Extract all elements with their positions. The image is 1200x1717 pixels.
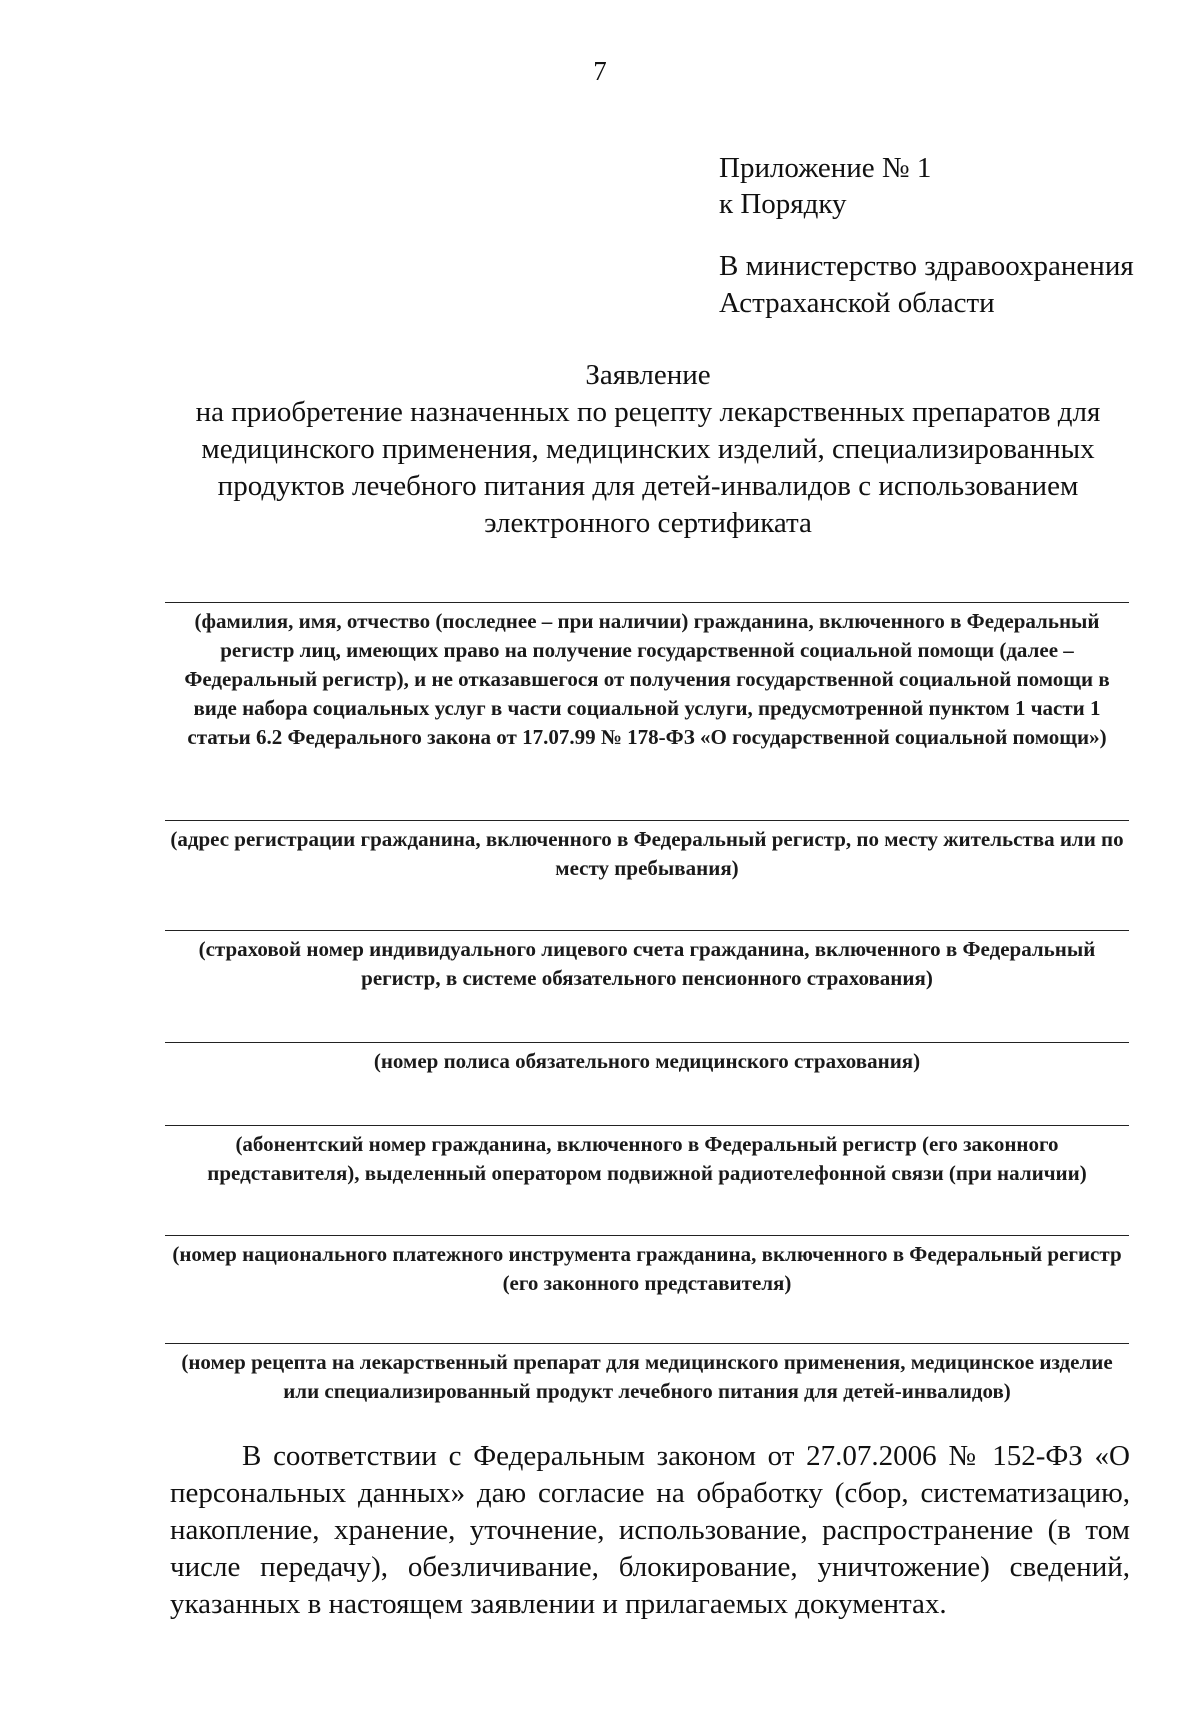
field-snils-line[interactable]	[165, 930, 1129, 931]
field-address-caption: (адрес регистрации гражданина, включенного в Федеральный регистр, по месту жительства или по месту пребывания)	[170, 827, 1124, 880]
title-heading: Заявление	[585, 359, 711, 391]
addressee-line-1: В министерство здравоохранения	[719, 250, 1134, 282]
field-address-line[interactable]	[165, 820, 1129, 821]
field-prescription-number-line[interactable]	[165, 1343, 1129, 1344]
addressee	[719, 248, 1134, 322]
field-payment-instrument-line[interactable]	[165, 1235, 1129, 1236]
field-full-name	[165, 602, 1129, 752]
annex-line-1: Приложение № 1	[719, 152, 932, 184]
document-title	[180, 357, 1116, 542]
field-phone-number	[165, 1125, 1129, 1188]
field-snils	[165, 930, 1129, 993]
field-payment-instrument-caption: (номер национального платежного инструмента гражданина, включенного в Федеральный регистр (его законного представителя)	[172, 1242, 1122, 1295]
field-phone-number-line[interactable]	[165, 1125, 1129, 1126]
addressee-line-2: Астраханской области	[719, 287, 995, 319]
field-snils-caption: (страховой номер индивидуального лицевого счета гражданина, включенного в Федеральный регистр, в системе обязательного пенсионного страхования)	[198, 937, 1096, 990]
field-oms-policy-line[interactable]	[165, 1042, 1129, 1043]
field-full-name-line[interactable]	[165, 602, 1129, 603]
field-payment-instrument	[165, 1235, 1129, 1298]
field-prescription-number	[165, 1343, 1129, 1406]
field-oms-policy-caption: (номер полиса обязательного медицинского страхования)	[373, 1049, 921, 1073]
annex-line-2: к Порядку	[719, 188, 847, 220]
consent-paragraph: В соответствии с Федеральным законом от 27.07.2006 № 152-ФЗ «О персональных данных» даю согласие на обработку (сбор, систематизацию, накопление, хранение, уточнение, использование, распространение (в том числе передачу), обезличивание, блокирование, уничтожение) сведений, указанных в настоящем заявлении и прилагаемых документах.	[170, 1440, 1130, 1620]
field-phone-number-caption: (абонентский номер гражданина, включенного в Федеральный регистр (его законного представителя), выделенный оператором подвижной радиотелефонной связи (при наличии)	[207, 1132, 1087, 1185]
field-prescription-number-caption: (номер рецепта на лекарственный препарат для медицинского применения, медицинское изделие или специализированный продукт лечебного питания для детей-инвалидов)	[181, 1350, 1113, 1403]
annex-reference	[719, 150, 931, 222]
field-full-name-caption: (фамилия, имя, отчество (последнее – при наличии) гражданина, включенного в Федеральный регистр лиц, имеющих право на получение государственной социальной помощи (далее – Федеральный регистр), и не отказавшегося от получения государственной социальной помощи в виде набора социальных услуг в части социальной услуги, предусмотренной пунктом 1 части 1 статьи 6.2 Федерального закона от 17.07.99 № 178-ФЗ «О государственной социальной помощи»)	[184, 609, 1110, 749]
field-address	[165, 820, 1129, 883]
page-number: 7	[593, 56, 607, 86]
field-oms-policy	[165, 1042, 1129, 1076]
title-subtitle: на приобретение назначенных по рецепту лекарственных препаратов для медицинского применения, медицинских изделий, специализированных продуктов лечебного питания для детей-инвалидов с использованием электронного сертификата	[195, 396, 1101, 539]
